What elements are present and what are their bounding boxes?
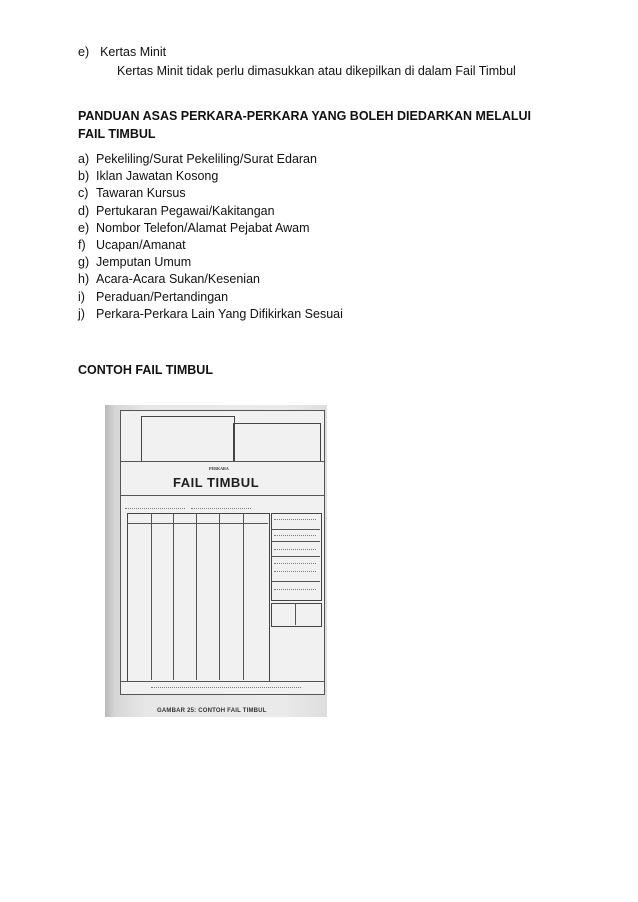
form-notes-panel (271, 513, 322, 601)
intro-item-title-text: Kertas Minit (100, 45, 167, 59)
intro-item-marker: e) (78, 45, 90, 59)
list-item: h) Acara-Acara Sukan/Kesenian (78, 272, 260, 287)
list-item: d) Pertukaran Pegawai/Kakitangan (78, 203, 275, 218)
list-item: f) Ucapan/Amanat (78, 237, 186, 252)
form-top-right-box (233, 423, 321, 462)
form-signature-box (271, 603, 322, 627)
list-item: i) Peraduan/Pertandingan (78, 289, 229, 304)
guideline-list (78, 151, 343, 323)
section2-heading: CONTOH FAIL TIMBUL (78, 363, 213, 377)
list-item: g) Jemputan Umum (78, 255, 192, 270)
list-item: b) Iklan Jawatan Kosong (78, 169, 219, 184)
intro-item-description: Kertas Minit tidak perlu dimasukkan atau dikepilkan di dalam Fail Timbul (117, 64, 516, 78)
form-distribution-table (127, 513, 270, 682)
form-perkara-label: PERKARA (209, 466, 229, 471)
list-item: j) Perkara-Perkara Lain Yang Difikirkan Sesuai (78, 306, 343, 321)
list-item: e) Nombor Telefon/Alamat Pejabat Awam (78, 220, 310, 235)
form-top-left-box (141, 416, 235, 462)
list-item: a) Pekeliling/Surat Pekeliling/Surat Edaran (78, 152, 317, 166)
section1-heading-line2: FAIL TIMBUL (78, 127, 156, 141)
list-item: c) Tawaran Kursus (78, 186, 186, 201)
intro-item-title (78, 44, 166, 60)
form-title: FAIL TIMBUL (173, 475, 260, 490)
figure-caption: GAMBAR 25: CONTOH FAIL TIMBUL (157, 708, 267, 714)
section1-heading-line1: PANDUAN ASAS PERKARA-PERKARA YANG BOLEH DIEDARKAN MELALUI (78, 109, 532, 123)
fail-timbul-form (120, 410, 325, 695)
